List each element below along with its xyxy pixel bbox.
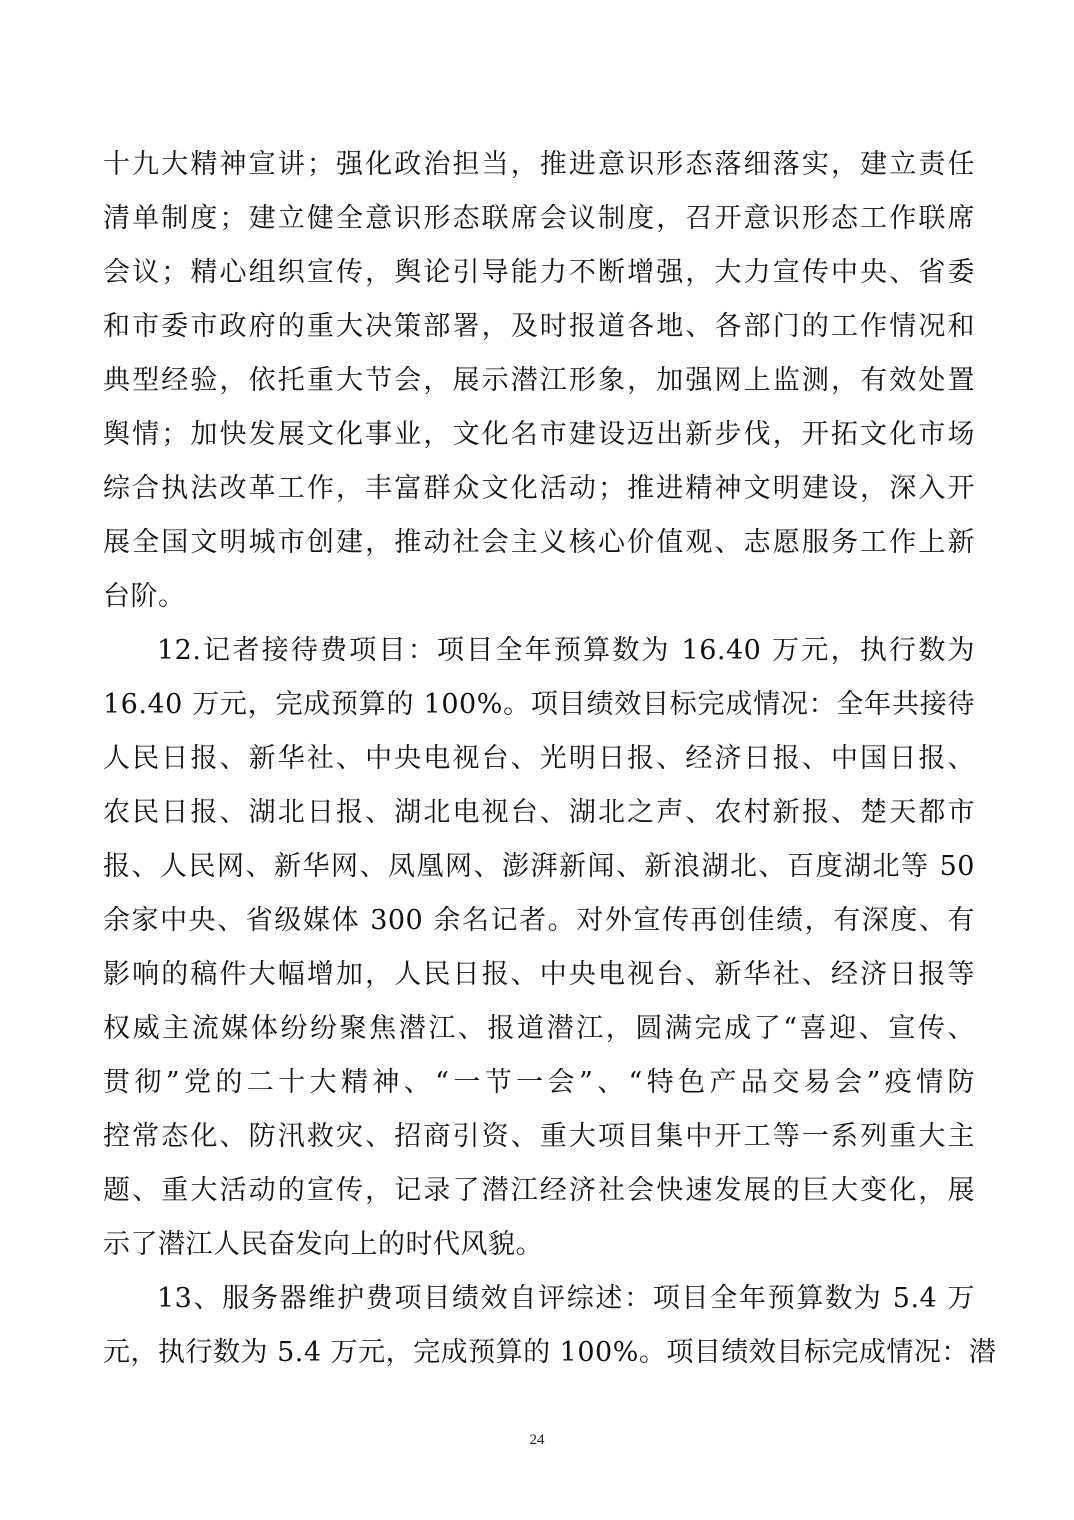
- text-line: 十九大精神宣讲；强化政治担当，推进意识形态落细落实，建立责任: [103, 149, 975, 180]
- text-line: 报、人民网、新华网、凤凰网、澎湃新闻、新浪湖北、百度湖北等 50: [103, 851, 975, 882]
- text-line: 题、重大活动的宣传，记录了潜江经济社会快速发展的巨大变化，展: [103, 1175, 975, 1206]
- text-line: 台阶。: [103, 581, 186, 612]
- text-line: 会议；精心组织宣传，舆论引导能力不断增强，大力宣传中央、省委: [103, 257, 975, 288]
- text-line: 展全国文明城市创建，推动社会主义核心价值观、志愿服务工作上新: [103, 527, 975, 558]
- text-line: 16.40 万元，完成预算的 100%。项目绩效目标完成情况：全年共接待: [103, 689, 975, 720]
- text-line: 权威主流媒体纷纷聚焦潜江、报道潜江，圆满完成了“喜迎、宣传、: [103, 1013, 975, 1044]
- text-line: 典型经验，依托重大节会，展示潜江形象，加强网上监测，有效处置: [103, 365, 975, 396]
- text-line: 清单制度；建立健全意识形态联席会议制度，召开意识形态工作联席: [103, 203, 975, 234]
- text-line: 余家中央、省级媒体 300 余名记者。对外宣传再创佳绩，有深度、有: [103, 905, 975, 936]
- body-text: [103, 138, 997, 1380]
- text-line: 综合执法改革工作，丰富群众文化活动；推进精神文明建设，深入开: [103, 473, 975, 504]
- text-line: 舆情；加快发展文化事业，文化名市建设迈出新步伐，开拓文化市场: [103, 419, 975, 450]
- text-line: 元，执行数为 5.4 万元，完成预算的 100%。项目绩效目标完成情况：潜: [103, 1337, 997, 1368]
- text-line: 农民日报、湖北日报、湖北电视台、湖北之声、农村新报、楚天都市: [103, 797, 975, 828]
- text-line: 示了潜江人民奋发向上的时代风貌。: [103, 1229, 543, 1260]
- page-number: 24: [529, 1432, 545, 1448]
- text-line: 贯彻”党的二十大精神、“一节一会”、“特色产品交易会”疫情防: [103, 1067, 975, 1098]
- paragraph-13-start: 13、服务器维护费项目绩效自评综述：项目全年预算数为 5.4 万: [157, 1283, 975, 1314]
- text-line: 和市委市政府的重大决策部署，及时报道各地、各部门的工作情况和: [103, 311, 975, 342]
- text-line: 影响的稿件大幅增加，人民日报、中央电视台、新华社、经济日报等: [103, 959, 975, 990]
- text-line: 控常态化、防汛救灾、招商引资、重大项目集中开工等一系列重大主: [103, 1121, 975, 1152]
- paragraph-12-start: 12.记者接待费项目：项目全年预算数为 16.40 万元，执行数为: [157, 635, 975, 666]
- text-line: 人民日报、新华社、中央电视台、光明日报、经济日报、中国日报、: [103, 743, 975, 774]
